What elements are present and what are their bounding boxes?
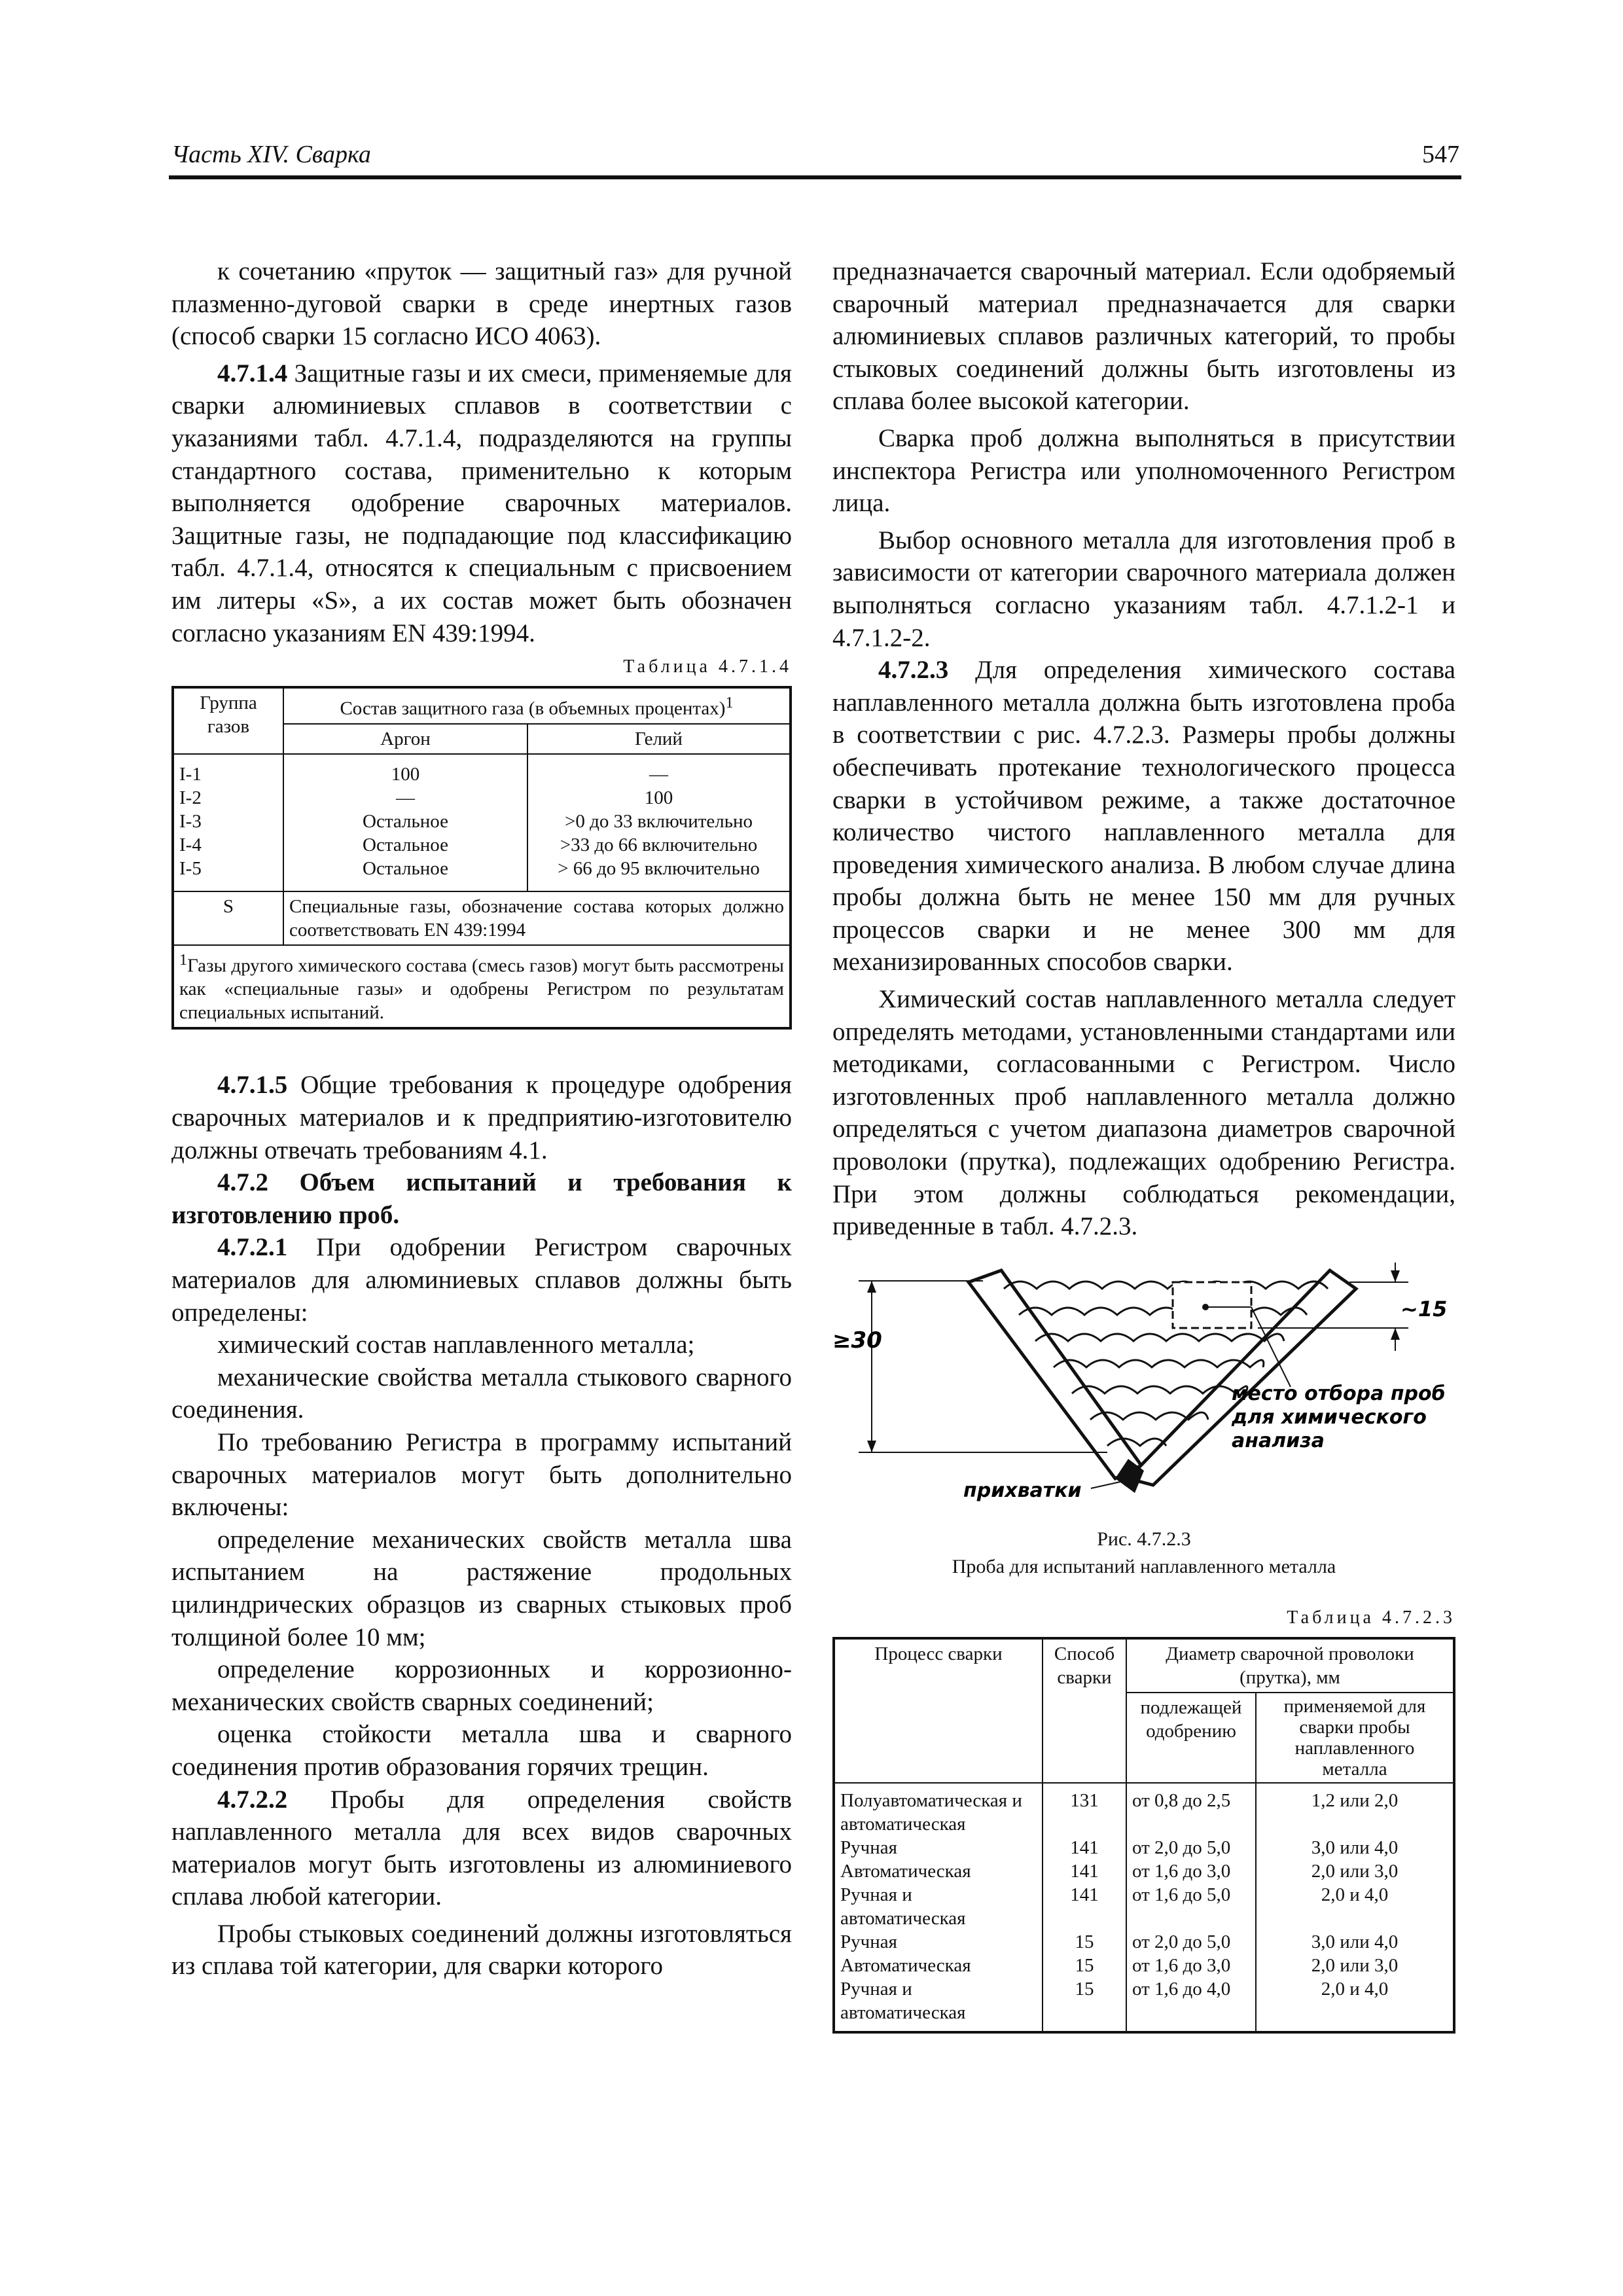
table-row <box>834 1930 1454 1954</box>
table-header-cell: подлежащей одобрению <box>1126 1693 1256 1783</box>
paragraph: Химический состав наплавленного металла следует определять методами, установленными стандартами или методиками, согласованными с Регистром. Число изготовленных проб наплавленного металла должно определяться с учетом диапазона диаметров сварочной проволоки (прутка), подлежащих одобрению Регистра. При этом должны соблюдаться рекомендации, приведенные в табл. 4.7.2.3. <box>832 985 1455 1241</box>
clause-number: 4.7.2.3 <box>878 656 949 685</box>
table-cell: 141 <box>1043 1836 1126 1859</box>
table-header-cell: Гелий <box>527 724 791 754</box>
table-cell: Ручная и автоматическая <box>834 1883 1043 1930</box>
table-cell: 2,0 или 3,0 <box>1256 1859 1454 1883</box>
list-item: определение механических свойств металла шва испытанием на растяжение продольных цилиндрических образцов из сварных стыковых проб толщиной более 10 мм; <box>171 1525 792 1651</box>
list-item: определение коррозионных и коррозионно-механических свойств сварных соединений; <box>171 1655 792 1716</box>
left-column <box>171 255 792 1982</box>
table-cell: 2,0 и 4,0 <box>1256 1883 1454 1930</box>
table-header-cell: Способ сварки <box>1043 1638 1126 1783</box>
paragraph: 4.7.2.2 Пробы для определения свойств наплавленного металла для всех видов сварочных материалов могут быть изготовлены из алюминиевого сплава любой категории. <box>171 1785 792 1911</box>
table-cell: Специальные газы, обозначение состава которых должно соответствовать EN 439:1994 <box>283 891 791 945</box>
table-cell: 3,0 или 4,0 <box>1256 1836 1454 1859</box>
left-plate <box>969 1270 1141 1479</box>
paragraph: По требованию Регистра в программу испытаний сварочных материалов могут быть дополнительно включены: <box>171 1427 792 1522</box>
table-cell: от 2,0 до 5,0 <box>1126 1836 1256 1859</box>
height-label: ≥30 <box>832 1327 882 1354</box>
table-cell: 1,2 или 2,0 <box>1256 1783 1454 1836</box>
table-cell: 15 <box>1043 1977 1126 2032</box>
table-cell: от 1,6 до 3,0 <box>1126 1954 1256 1977</box>
table-cell: 141 <box>1043 1859 1126 1883</box>
paragraph: 4.7.2.1 При одобрении Регистром сварочных материалов для алюминиевых сплавов должны быть определены: <box>171 1233 792 1327</box>
table-cell: Автоматическая <box>834 1954 1043 1977</box>
running-header-title: Часть XIV. Сварка <box>171 141 371 168</box>
table-cell: 15 <box>1043 1954 1126 1977</box>
right-column <box>832 255 1455 2034</box>
table-cell: 2,0 или 3,0 <box>1256 1954 1454 1977</box>
table-cell: от 1,6 до 5,0 <box>1126 1883 1256 1930</box>
clause-number: 4.7.1.4 <box>217 359 288 387</box>
tack-weld-label: прихватки <box>963 1479 1082 1502</box>
clause-number: 4.7.1.5 <box>217 1071 288 1100</box>
figure <box>832 1263 1455 1581</box>
paragraph: 4.7.2.3 Для определения химического состава наплавленного металла должна быть изготовлена проба в соответствии с рис. 4.7.2.3. Размеры пробы должны обеспечивать протекание технологического процесса сварки в устойчивом режиме, а также достаточное количество чистого наплавленного металла для проведения химического анализа. В любом случае длина пробы должна быть не менее 150 мм для ручных процессов сварки и не менее 300 мм для механизированных способов сварки. <box>832 656 1455 977</box>
paragraph: к сочетанию «пруток — защитный газ» для ручной плазменно-дуговой сварки в среде инертных газов (способ сварки 15 согласно ИСО 4063). <box>171 257 792 351</box>
table-cell: Ручная <box>834 1930 1043 1954</box>
table-cell: Полуавтоматическая и автоматическая <box>834 1783 1043 1836</box>
paragraph: предназначается сварочный материал. Если одобряемый сварочный материал предназначается для сварки алюминиевых сплавов различных категорий, то пробы стыковых соединений должны быть изготовлены из сплава более высокой категории. <box>832 257 1455 416</box>
paragraph: Пробы стыковых соединений должны изготовляться из сплава той категории, для сварки которого <box>171 1919 792 1981</box>
table-cell: I-1 I-2 I-3 I-4 I-5 <box>173 754 283 891</box>
table-header-cell: Состав защитного газа (в объемных процентах)$^1$ <box>283 687 791 724</box>
weld-sample-diagram <box>832 1263 1455 1511</box>
list-item: оценка стойкости металла шва и сварного соединения против образования горячих трещин. <box>171 1720 792 1781</box>
table-header-cell: Аргон <box>283 724 527 754</box>
table-row <box>834 1836 1454 1859</box>
table-row <box>834 1954 1454 1977</box>
sample-location-label: анализа <box>1232 1429 1325 1452</box>
table-cell: 2,0 и 4,0 <box>1256 1977 1454 2032</box>
clause-number: 4.7.2.1 <box>217 1233 288 1262</box>
table-header-cell: Процесс сварки <box>834 1638 1043 1783</box>
table-cell: Автоматическая <box>834 1859 1043 1883</box>
clause-number: 4.7.2.2 <box>217 1785 288 1814</box>
table-cell: Ручная и автоматическая <box>834 1977 1043 2032</box>
table-cell: 141 <box>1043 1883 1126 1930</box>
header-rule <box>169 175 1461 179</box>
sample-box <box>1173 1282 1251 1328</box>
table-cell: Ручная <box>834 1836 1043 1859</box>
page-number: 547 <box>1422 141 1459 168</box>
section-heading: 4.7.2 Объем испытаний и требования к изготовлению проб. <box>171 1168 792 1229</box>
table-cell: от 1,6 до 4,0 <box>1126 1977 1256 2032</box>
sample-location-label: для химического <box>1232 1405 1427 1429</box>
list-item: химический состав наплавленного металла; <box>217 1331 695 1359</box>
table-row <box>834 1783 1454 1836</box>
list-item: механические свойства металла стыкового сварного соединения. <box>171 1363 792 1424</box>
table-cell: 131 <box>1043 1783 1126 1836</box>
paragraph: Сварка проб должна выполняться в присутствии инспектора Регистра или уполномоченного Регистром лица. <box>832 423 1455 518</box>
shielding-gas-table <box>171 686 792 1030</box>
figure-caption: Рис. 4.7.2.3 Проба для испытаний наплавленного металла <box>952 1528 1336 1578</box>
table-footnote: $^1$Газы другого химического состава (смесь газов) могут быть рассмотрены как «специальные газы» и одобрены Регистром по результатам специальных испытаний. <box>173 945 791 1029</box>
paragraph: Выбор основного металла для изготовления проб в зависимости от категории сварочного материала должен выполняться согласно указаниям табл. 4.7.1.2-1 и 4.7.1.2-2. <box>832 526 1455 652</box>
paragraph: 4.7.1.5 Общие требования к процедуре одобрения сварочных материалов и к предприятию-изготовителю должны отвечать требованиям 4.1. <box>171 1071 792 1164</box>
table-row <box>834 1977 1454 2032</box>
table-body <box>834 1783 1454 2032</box>
paragraph: 4.7.1.4 Защитные газы и их смеси, применяемые для сварки алюминиевых сплавов в соответствии с указаниями табл. 4.7.1.4, подразделяются на группы стандартного состава, применительно к которым выполняется одобрение сварочных материалов. Защитные газы, не подпадающие под классификацию табл. 4.7.1.4, относятся к специальным с присвоением им литеры «S», а их состав может быть обозначен согласно указаниям EN 439:1994. <box>171 359 792 647</box>
table-row <box>834 1859 1454 1883</box>
table-cell: 15 <box>1043 1930 1126 1954</box>
table-cell: — 100 >0 до 33 включительно >33 до 66 включительно > 66 до 95 включительно <box>527 754 791 891</box>
table-header-cell: применяемой для сварки пробы наплавленного металла <box>1256 1693 1454 1783</box>
sample-location-label: место отбора проб <box>1232 1382 1446 1405</box>
table-caption: Таблица 4.7.1.4 <box>623 656 792 677</box>
wire-diameter-table <box>832 1637 1455 2034</box>
table-header-cell: Группа газов <box>173 687 283 754</box>
table-caption: Таблица 4.7.2.3 <box>1287 1607 1455 1628</box>
table-cell: от 0,8 до 2,5 <box>1126 1783 1256 1836</box>
thickness-label: ~15 <box>1400 1296 1448 1321</box>
table-cell: от 1,6 до 3,0 <box>1126 1859 1256 1883</box>
table-cell: 100 — Остальное Остальное Остальное <box>283 754 527 891</box>
table-header-cell: Диаметр сварочной проволоки (прутка), мм <box>1126 1638 1454 1693</box>
table-cell: от 2,0 до 5,0 <box>1126 1930 1256 1954</box>
table-cell: 3,0 или 4,0 <box>1256 1930 1454 1954</box>
table-cell: S <box>173 891 283 945</box>
table-row <box>834 1883 1454 1930</box>
